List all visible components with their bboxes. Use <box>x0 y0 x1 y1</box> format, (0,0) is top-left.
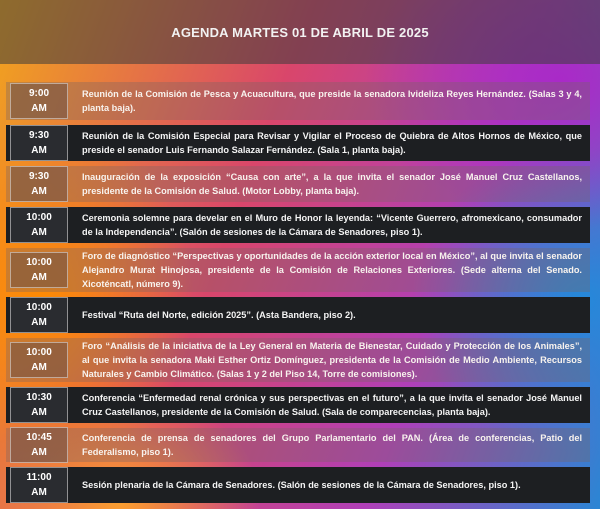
agenda-row <box>6 125 590 161</box>
event-description: Reunión de la Comisión de Pesca y Acuacultura, que preside la senadora Ivideliza Reyes Hernández. (Salas 3 y 4, planta baja). <box>82 89 582 113</box>
event-description: Foro “Análisis de la iniciativa de la Ley General en Materia de Bienestar, Cuidado y Protección de los Animales”, al que invita la senadora Maki Esther Ortiz Domínguez, presidenta de la Comisión de Medio Ambiente, Recursos Naturales y Cambio Climático. (Salas 1 y 2 del Piso 14, Torre de comisiones). <box>82 341 582 379</box>
agenda-row <box>6 166 590 202</box>
event-time: 10:00 AM <box>10 252 68 288</box>
event-time: 10:00 AM <box>10 342 68 378</box>
event-description: Inauguración de la exposición “Causa con arte”, a la que invita el senador José Manuel Cruz Castellanos, presidente de la Comisión de Salud. (Motor Lobby, planta baja). <box>82 172 582 196</box>
agenda-row <box>6 82 590 120</box>
event-description: Festival “Ruta del Norte, edición 2025”. (Asta Bandera, piso 2). <box>82 310 356 320</box>
agenda-title: AGENDA MARTES 01 DE ABRIL DE 2025 <box>171 24 429 40</box>
agenda-row <box>6 428 590 462</box>
agenda-row <box>6 297 590 333</box>
event-time: 10:45 AM <box>10 427 68 463</box>
agenda-row <box>6 248 590 292</box>
event-time: 10:30 AM <box>10 387 68 423</box>
agenda-header <box>0 0 600 64</box>
agenda-list <box>6 82 590 508</box>
event-time: 10:00 AM <box>10 297 68 333</box>
agenda-row <box>6 467 590 503</box>
event-time: 9:30 AM <box>10 166 68 202</box>
event-description: Sesión plenaria de la Cámara de Senadores. (Salón de sesiones de la Cámara de Senadores, piso 1). <box>82 480 521 490</box>
event-description: Conferencia de prensa de senadores del Grupo Parlamentario del PAN. (Área de conferencias, Patio del Federalismo, piso 1). <box>82 433 582 457</box>
event-time: 10:00 AM <box>10 207 68 243</box>
event-description: Conferencia “Enfermedad renal crónica y sus perspectivas en el futuro”, a la que invita el senador José Manuel Cruz Castellanos, presidente de la Comisión de Salud. (Sala de comparecencias, planta baja). <box>82 393 582 417</box>
event-description: Reunión de la Comisión Especial para Revisar y Vigilar el Proceso de Quiebra de Altos Hornos de México, que preside el senador Luis Fernando Salazar Fernández. (Sala 1, planta baja). <box>82 131 582 155</box>
event-description: Foro de diagnóstico “Perspectivas y oportunidades de la acción exterior local en México”, al que invita el senador Alejandro Murat Hinojosa, presidente de la Comisión de Relaciones Exteriores. (Sede alterna del Senado. Xicoténcatl, número 9). <box>82 251 582 289</box>
event-time: 9:00 AM <box>10 83 68 119</box>
agenda-row <box>6 207 590 243</box>
event-time: 11:00 AM <box>10 467 68 503</box>
agenda-row <box>6 387 590 423</box>
event-time: 9:30 AM <box>10 125 68 161</box>
event-description: Ceremonia solemne para develar en el Muro de Honor la leyenda: “Vicente Guerrero, afromexicano, consumador de la Independencia”. (Salón de sesiones de la Cámara de Senadores, piso 1). <box>82 213 582 237</box>
agenda-row <box>6 338 590 382</box>
